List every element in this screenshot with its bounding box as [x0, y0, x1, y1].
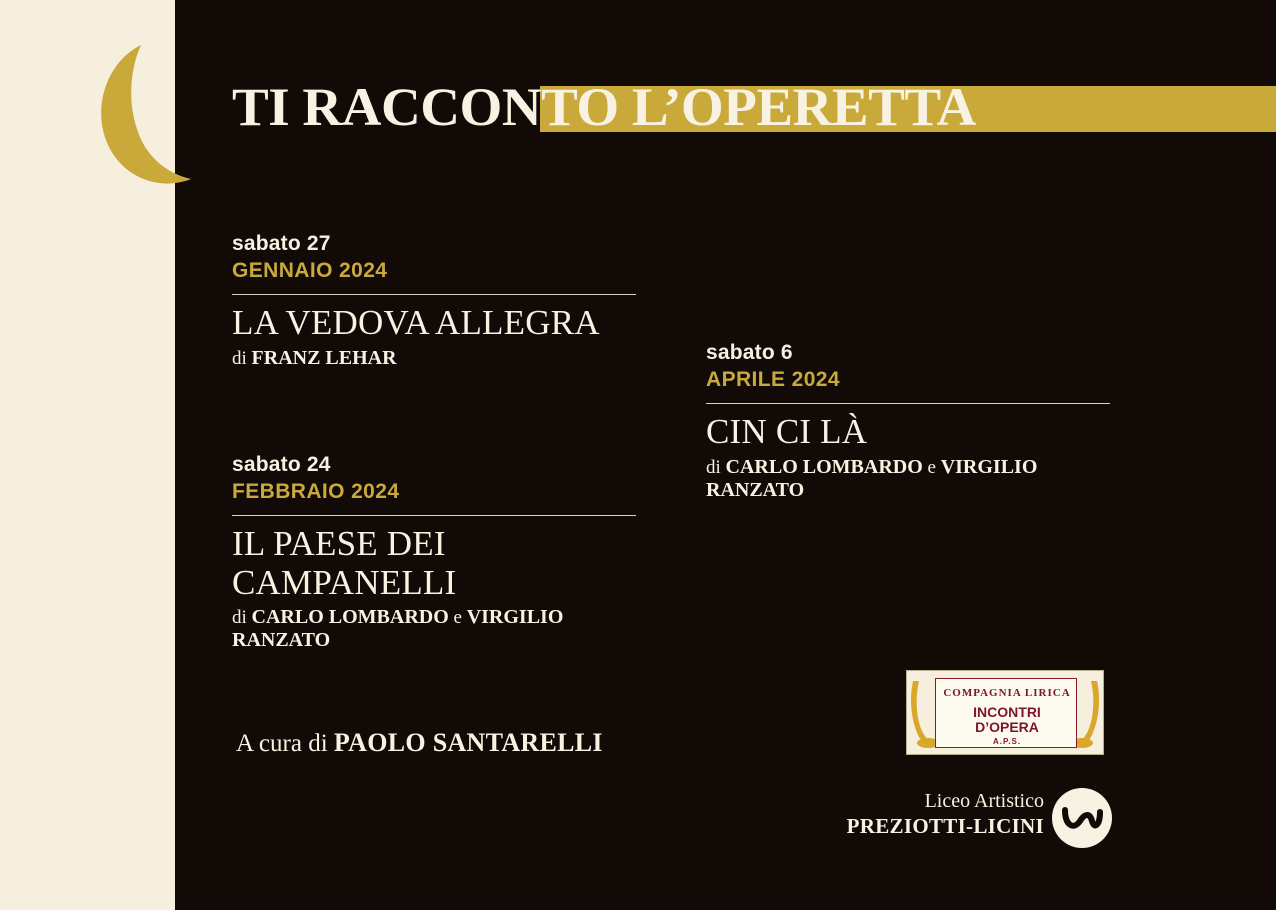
event-month: APRILE 2024 [706, 368, 840, 391]
event-author-primary: FRANZ LEHAR [251, 346, 397, 369]
company-logo-frame [935, 678, 1077, 748]
school-name-line2: PREZIOTTI-LICINI [846, 814, 1044, 838]
event-author-secondary: VIRGILIO RANZATO [706, 455, 1038, 501]
curator-prefix: A cura di [236, 730, 334, 757]
company-logo [906, 670, 1104, 755]
school-emblem-icon [1052, 788, 1112, 848]
event-day: sabato 6 [706, 341, 793, 364]
curator-name: PAOLO SANTARELLI [333, 728, 603, 757]
event-entry [706, 341, 1110, 502]
event-by-prefix: di [232, 347, 252, 369]
company-logo-name-line1: INCONTRI [973, 704, 1041, 720]
event-title: CIN CI LÀ [706, 412, 868, 451]
curator-credit [236, 728, 603, 758]
event-authors [232, 347, 636, 370]
company-logo-suffix: A.P.S. [992, 737, 1022, 746]
company-logo-name-line2: D’OPERA [975, 718, 1039, 735]
company-logo-name [936, 705, 1078, 734]
school-logo [846, 788, 1112, 846]
event-day: sabato 27 [232, 232, 331, 255]
school-name-line1: Liceo Artistico [924, 790, 1044, 812]
event-divider [706, 403, 1110, 404]
event-divider [232, 294, 636, 295]
event-entry [232, 232, 636, 370]
crescent-moon-icon [95, 45, 213, 185]
event-month: GENNAIO 2024 [232, 259, 388, 282]
event-day: sabato 24 [232, 453, 331, 476]
company-logo-arc-text: COMPAGNIA LIRICA [943, 687, 1071, 699]
event-title: IL PAESE DEI CAMPANELLI [232, 524, 457, 602]
page-title: TI RACCONTO L’OPERETTA [232, 77, 976, 137]
event-by-prefix: di [232, 607, 252, 628]
event-authors [232, 606, 636, 652]
event-title: LA VEDOVA ALLEGRA [232, 303, 600, 342]
event-author-conjunction: e [448, 607, 467, 628]
event-authors [706, 456, 1110, 502]
event-author-conjunction: e [922, 456, 941, 478]
event-author-primary: CARLO LOMBARDO [251, 606, 449, 628]
event-by-prefix: di [706, 456, 726, 478]
event-entry [232, 453, 636, 652]
event-divider [232, 515, 636, 516]
event-author-secondary: VIRGILIO RANZATO [232, 606, 564, 651]
event-month: FEBBRAIO 2024 [232, 480, 400, 503]
event-author-primary: CARLO LOMBARDO [725, 455, 923, 478]
